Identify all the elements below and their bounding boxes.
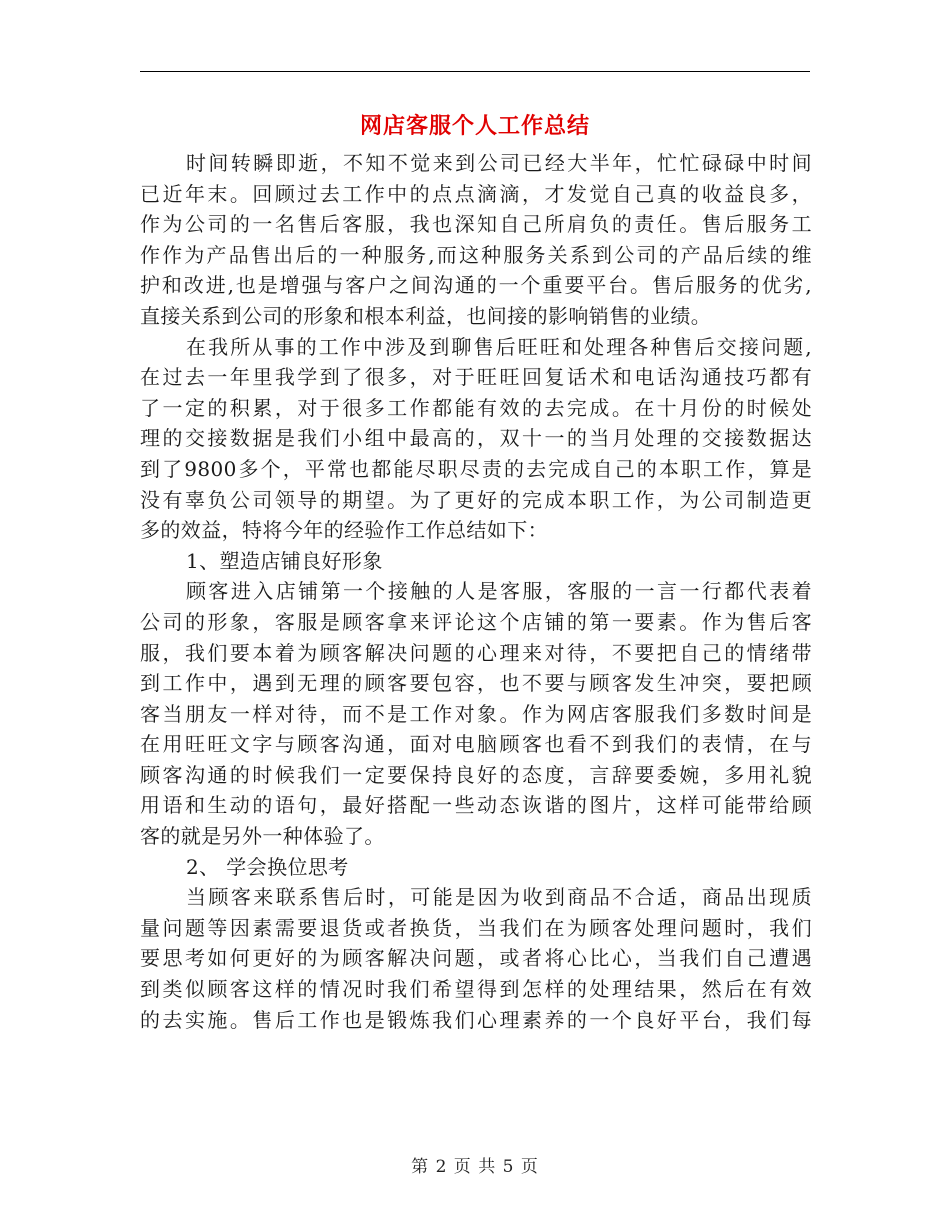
text-line: 客的就是另外一种体验了。: [140, 824, 385, 849]
text-line: 在用旺旺文字与顾客沟通，面对电脑顾客也看不到我们的表情，在与: [140, 732, 812, 757]
text-line: 护和改进,也是增强与客户之间沟通的一个重要平台。售后服务的优劣,: [140, 273, 812, 298]
text-line: 作为公司的一名售后客服，我也深知自己所肩负的责任。售后服务工: [140, 212, 812, 237]
text-line: 客当朋友一样对待，而不是工作对象。作为网店客服我们多数时间是: [140, 701, 812, 726]
document-body: [140, 148, 812, 1035]
text-line: 没有辜负公司领导的期望。为了更好的完成本职工作，为公司制造更: [140, 487, 812, 512]
text-line: 直接关系到公司的形象和根本利益，也间接的影响销售的业绩。: [140, 303, 712, 328]
text-line: 量问题等因素需要退货或者换货，当我们在为顾客处理问题时，我们: [140, 915, 812, 940]
text-line: 的去实施。售后工作也是锻炼我们心理素养的一个良好平台，我们每: [140, 1007, 812, 1032]
text-line: 到了9800多个，平常也都能尽职尽责的去完成自己的本职工作，算是: [140, 456, 812, 481]
text-line: 理的交接数据是我们小组中最高的，双十一的当月处理的交接数据达: [140, 426, 812, 451]
document-title: 网店客服个人工作总结: [359, 113, 590, 139]
text-line: 当顾客来联系售后时，可能是因为收到商品不合适，商品出现质: [186, 885, 812, 910]
text-line: 顾客进入店铺第一个接触的人是客服，客服的一言一行都代表着: [186, 579, 812, 604]
header-rule: [140, 71, 810, 72]
text-line: 时间转瞬即逝，不知不觉来到公司已经大半年，忙忙碌碌中时间: [186, 151, 812, 175]
text-line: 到类似顾客这样的情况时我们希望得到怎样的处理结果，然后在有效: [140, 977, 812, 1002]
text-line: 1、塑造店铺良好形象: [186, 548, 383, 573]
text-line: 2、 学会换位思考: [186, 854, 349, 879]
text-line: 已近年末。回顾过去工作中的点点滴滴，才发觉自己真的收益良多，: [140, 181, 812, 206]
text-line: 多的效益，特将今年的经验作工作总结如下：: [140, 518, 548, 543]
page-number-footer: 第 2 页 共 5 页: [411, 1157, 539, 1177]
text-line: 在过去一年里我学到了很多，对于旺旺回复话术和电话沟通技巧都有: [140, 365, 812, 390]
text-line: 作作为产品售出后的一种服务,而这种服务关系到公司的产品后续的维: [140, 242, 812, 267]
text-line: 在我所从事的工作中涉及到聊售后旺旺和处理各种售后交接问题,: [186, 334, 812, 359]
text-line: 了一定的积累，对于很多工作都能有效的去完成。在十月份的时候处: [140, 395, 812, 420]
text-line: 到工作中，遇到无理的顾客要包容，也不要与顾客发生冲突，要把顾: [140, 671, 812, 696]
text-line: 服，我们要本着为顾客解决问题的心理来对待，不要把自己的情绪带: [140, 640, 812, 665]
text-line: 要思考如何更好的为顾客解决问题，或者将心比心，当我们自己遭遇: [140, 946, 812, 971]
text-line: 公司的形象，客服是顾客拿来评论这个店铺的第一要素。作为售后客: [140, 609, 812, 634]
text-line: 顾客沟通的时候我们一定要保持良好的态度，言辞要委婉，多用礼貌: [140, 762, 812, 787]
text-line: 用语和生动的语句，最好搭配一些动态诙谐的图片，这样可能带给顾: [140, 793, 812, 818]
